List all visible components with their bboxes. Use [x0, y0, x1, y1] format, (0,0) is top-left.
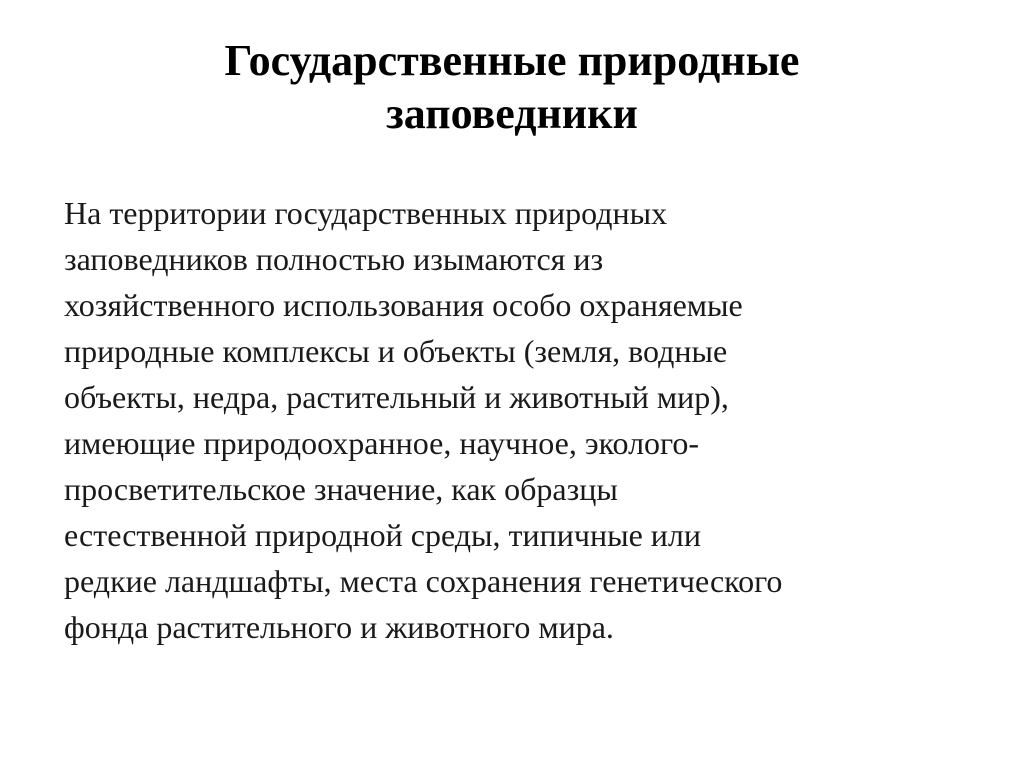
- body-line-8: естественной природной среды, типичные или: [64, 517, 701, 553]
- body-line-5: объекты, недра, растительный и животный мир),: [64, 379, 729, 415]
- slide-body-text: [64, 190, 984, 650]
- body-line-3: хозяйственного использования особо охраняемые: [64, 287, 743, 323]
- title-line-2: заповедники: [386, 89, 638, 138]
- body-line-9: редкие ландшафты, места сохранения генетического: [64, 563, 783, 599]
- body-line-6: имеющие природоохранное, научное, эколого-: [64, 425, 700, 461]
- title-line-1: Государственные природные: [224, 36, 800, 85]
- body-line-2: заповедников полностью изымаются из: [64, 241, 604, 277]
- body-line-4: природные комплексы и объекты (земля, водные: [64, 333, 728, 369]
- slide-title: [60, 34, 964, 140]
- body-line-10: фонда растительного и животного мира.: [64, 609, 614, 645]
- body-line-7: просветительское значение, как образцы: [64, 471, 618, 507]
- body-line-1: На территории государственных природных: [64, 195, 668, 231]
